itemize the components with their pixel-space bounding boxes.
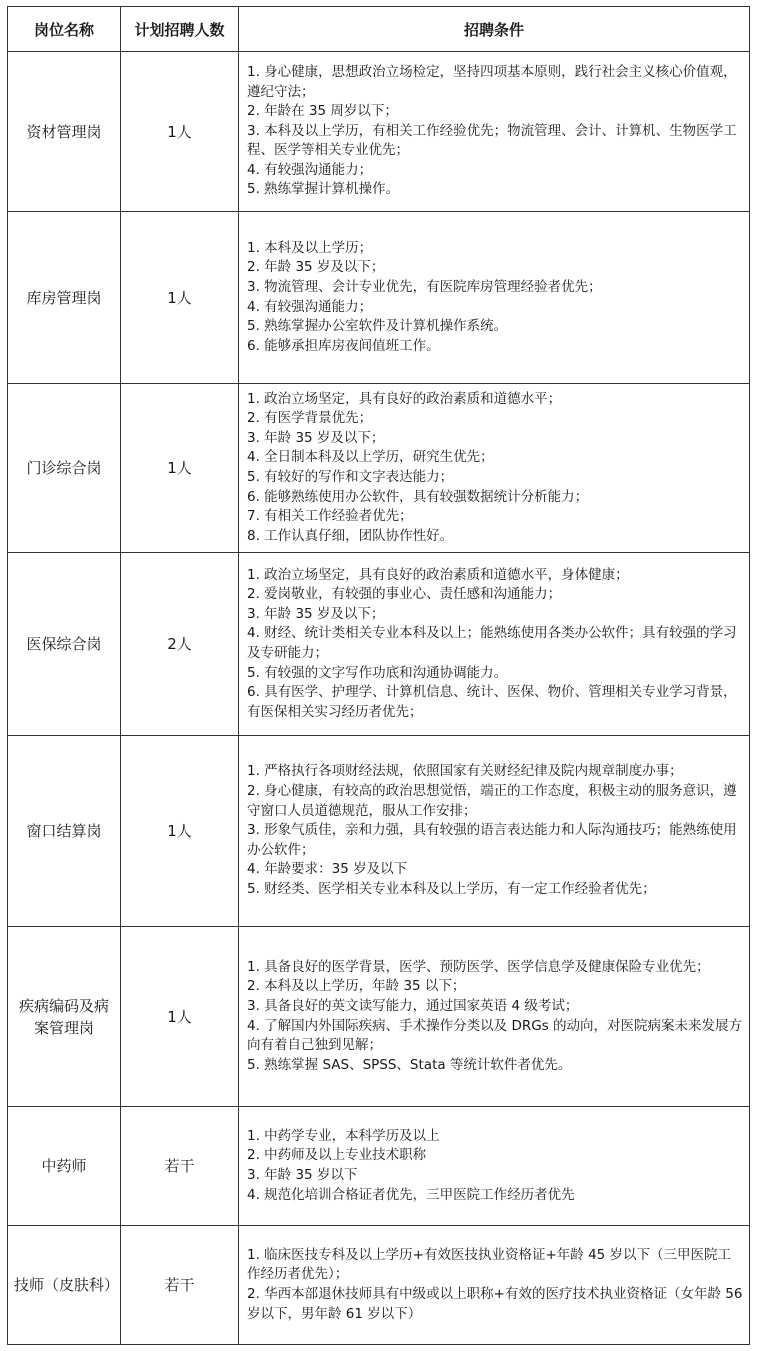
hire-count: 若干 (121, 1226, 239, 1345)
position-name: 窗口结算岗 (8, 736, 121, 927)
requirement-item: 3. 年龄 35 岁及以下； (247, 605, 385, 622)
requirements-list (247, 390, 743, 547)
requirement-item: 1. 严格执行各项财经法规，依照国家有关财经纪律及院内规章制度办事； (247, 763, 683, 780)
requirement-item: 1. 政治立场坚定，具有良好的政治素质和道德水平； (247, 390, 562, 407)
requirement-item: 4. 财经、统计类相关专业本科及以上；能熟练使用各类办公软件；具有较强的学习及专研能力； (247, 625, 737, 661)
requirement-item: 4. 全日制本科及以上学历，研究生优先； (247, 449, 494, 466)
hire-count: 1人 (121, 384, 239, 553)
requirement-item: 5. 熟练掌握 SAS、SPSS、Stata 等统计软件者优先。 (247, 1056, 572, 1073)
requirement-item: 1. 中药学专业，本科学历及以上 (247, 1127, 440, 1144)
requirement-item: 3. 年龄 35 岁及以下； (247, 429, 385, 446)
table-row (8, 212, 750, 384)
requirement-item: 2. 年龄在 35 周岁以下； (247, 103, 398, 120)
requirement-item: 1. 具备良好的医学背景，医学、预防医学、医学信息学及健康保险专业优先； (247, 958, 710, 975)
requirement-item: 3. 本科及以上学历，有相关工作经验优先；物流管理、会计、计算机、生物医学工程、医学等相关专业优先； (247, 122, 737, 159)
requirements-list (247, 239, 743, 357)
header-requirements: 招聘条件 (239, 7, 750, 52)
requirement-item: 4. 有较强沟通能力； (247, 161, 373, 178)
requirement-item: 2. 年龄 35 岁及以下； (247, 259, 385, 276)
requirement-item: 4. 年龄要求：35 岁及以下 (247, 861, 408, 878)
requirement-item: 2. 有医学背景优先； (247, 410, 373, 427)
requirement-item: 5. 财经类、医学相关专业本科及以上学历，有一定工作经验者优先； (247, 880, 656, 897)
table-row (8, 1107, 750, 1226)
requirements-cell (239, 927, 750, 1107)
table-row (8, 553, 750, 736)
requirement-item: 5. 熟练掌握计算机操作。 (247, 181, 400, 198)
requirement-item: 6. 具有医学、护理学、计算机信息、统计、医保、物价、管理相关专业学习背景，有医保相关实习经历者优先； (247, 684, 737, 720)
position-name: 资材管理岗 (8, 52, 121, 212)
requirements-cell (239, 1107, 750, 1226)
requirement-item: 2. 爱岗敬业，有较强的事业心、责任感和沟通能力； (247, 586, 562, 603)
requirement-item: 7. 有相关工作经验者优先； (247, 508, 413, 525)
header-row (8, 7, 750, 52)
requirement-item: 1. 本科及以上学历； (247, 239, 373, 256)
table-row (8, 384, 750, 553)
hire-count: 1人 (121, 927, 239, 1107)
requirement-item: 8. 工作认真仔细，团队协作性好。 (247, 527, 454, 544)
position-name: 医保综合岗 (8, 553, 121, 736)
requirement-item: 4. 有较强沟通能力； (247, 298, 373, 315)
requirement-item: 6. 能够熟练使用办公软件，具有较强数据统计分析能力； (247, 488, 589, 505)
position-name: 疾病编码及病案管理岗 (8, 927, 121, 1107)
table-row (8, 736, 750, 927)
position-name: 库房管理岗 (8, 212, 121, 384)
requirement-item: 5. 有较好的写作和文字表达能力； (247, 469, 454, 485)
requirement-item: 4. 规范化培训合格证者优先，三甲医院工作经历者优先 (247, 1186, 575, 1203)
requirements-cell (239, 384, 750, 553)
requirements-cell (239, 52, 750, 212)
requirements-list (247, 1246, 743, 1324)
header-position: 岗位名称 (8, 7, 121, 52)
requirement-item: 2. 中药师及以上专业技术职称 (247, 1147, 427, 1164)
requirement-item: 4. 了解国内外国际疾病、手术操作分类以及 DRGs 的动向，对医院病案未来发展方向有着自己独到见解； (247, 1017, 743, 1054)
position-name: 技师（皮肤科） (8, 1226, 121, 1345)
requirements-list (247, 1127, 743, 1205)
requirement-item: 3. 形象气质佳，亲和力强，具有较强的语言表达能力和人际沟通技巧；能熟练使用办公软件； (247, 822, 737, 858)
requirements-list (247, 566, 743, 723)
hire-count: 若干 (121, 1107, 239, 1226)
requirement-item: 3. 年龄 35 岁以下 (247, 1167, 358, 1183)
requirements-cell (239, 736, 750, 927)
table-row (8, 52, 750, 212)
requirement-item: 2. 华西本部退休技师具有中级或以上职称+有效的医疗技术执业资格证（女年龄 56 岁以下，男年龄 61 岁以下） (247, 1286, 743, 1322)
requirements-cell (239, 553, 750, 736)
hire-count: 2人 (121, 553, 239, 736)
requirement-item: 5. 有较强的文字写作功底和沟通协调能力。 (247, 664, 508, 681)
requirements-list (247, 958, 743, 1076)
requirements-cell (239, 212, 750, 384)
position-name: 中药师 (8, 1107, 121, 1226)
requirement-item: 1. 政治立场坚定，具有良好的政治素质和道德水平，身体健康； (247, 566, 629, 583)
requirements-list (247, 63, 743, 200)
requirement-item: 3. 具备良好的英文读写能力，通过国家英语 4 级考试； (247, 997, 579, 1014)
hire-count: 1人 (121, 52, 239, 212)
hire-count: 1人 (121, 212, 239, 384)
requirement-item: 2. 身心健康，有较高的政治思想觉悟，端正的工作态度，积极主动的服务意识，遵守窗口人员道德规范，服从工作安排； (247, 783, 737, 819)
requirement-item: 5. 熟练掌握办公室软件及计算机操作系统。 (247, 318, 508, 335)
requirements-list (247, 762, 743, 899)
requirement-item: 3. 物流管理、会计专业优先，有医院库房管理经验者优先； (247, 278, 602, 295)
recruitment-table (7, 6, 750, 1345)
requirement-item: 2. 本科及以上学历，年龄 35 以下； (247, 978, 466, 995)
table-row (8, 927, 750, 1107)
table-row (8, 1226, 750, 1345)
requirement-item: 6. 能够承担库房夜间值班工作。 (247, 337, 440, 354)
hire-count: 1人 (121, 736, 239, 927)
position-name: 门诊综合岗 (8, 384, 121, 553)
requirements-cell (239, 1226, 750, 1345)
header-count: 计划招聘人数 (121, 7, 239, 52)
requirement-item: 1. 身心健康，思想政治立场检定，坚持四项基本原则，践行社会主义核心价值观，遵纪守法； (247, 63, 737, 100)
requirement-item: 1. 临床医技专科及以上学历+有效医技执业资格证+年龄 45 岁以下（三甲医院工作经历者优先）； (247, 1246, 732, 1283)
